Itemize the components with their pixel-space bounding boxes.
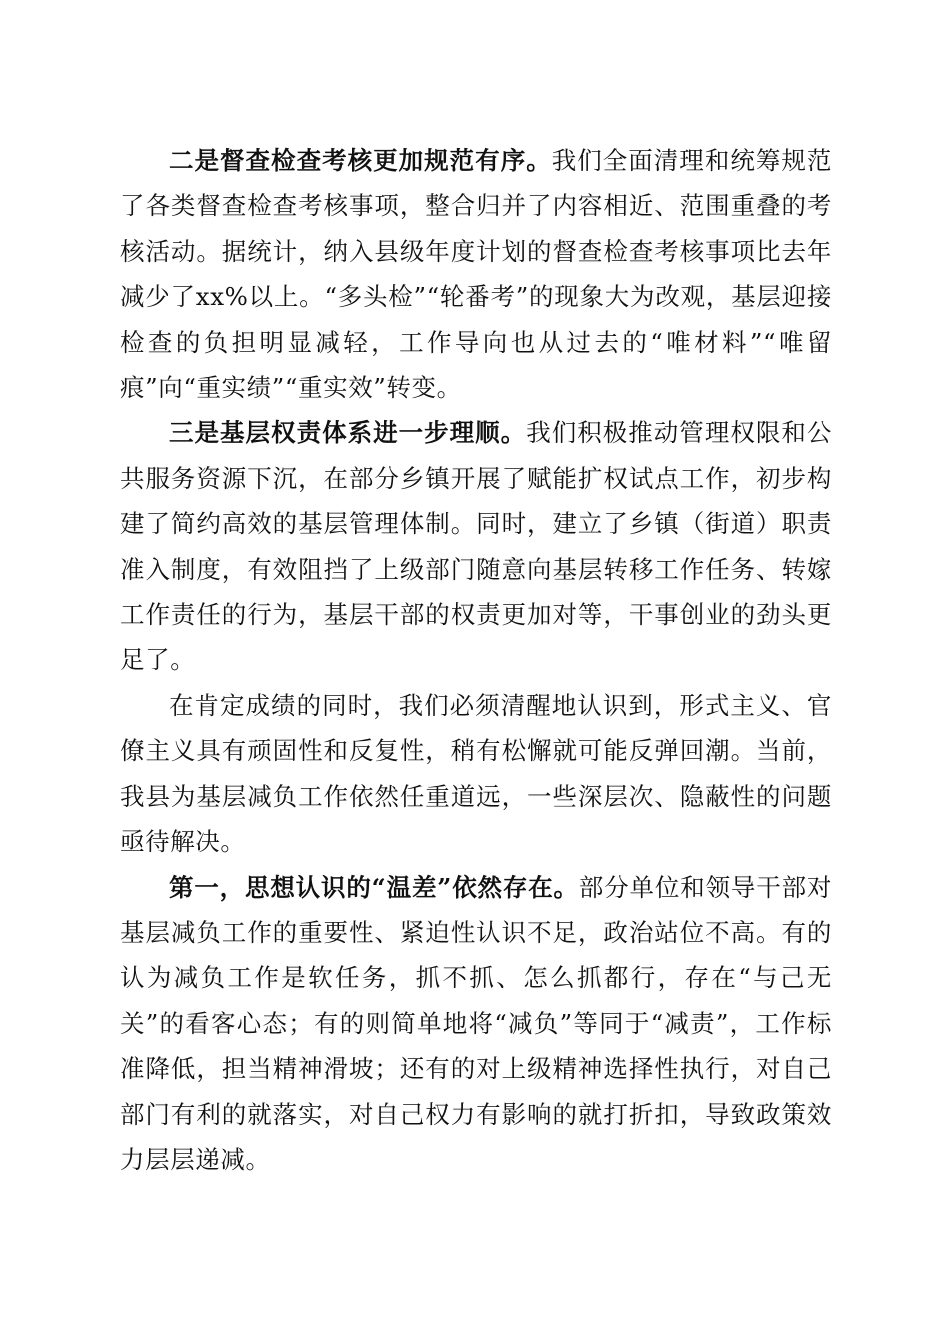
paragraph-body: 部分单位和领导干部对基层减负工作的重要性、紧迫性认识不足，政治站位不高。有的认为减负工作是软任务，抓不抓、怎么抓都行，存在“与己无关”的看客心态；有的则简单地将“减负”等同于“减责”，工作标准降低，担当精神滑坡；还有的对上级精神选择性执行，对自己部门有利的就落实，对自己权力有影响的就打折扣，导致政策效力层层递减。 — [120, 872, 833, 1174]
paragraph-supervision — [120, 138, 832, 410]
paragraph-first-problem — [120, 865, 832, 1183]
paragraph-heading: 第一，思想认识的“温差”依然存在。 — [169, 872, 579, 902]
paragraph-body: 在肯定成绩的同时，我们必须清醒地认识到，形式主义、官僚主义具有顽固性和反复性，稍有松懈就可能反弹回潮。当前，我县为基层减负工作依然任重道远，一些深层次、隐蔽性的问题亟待解决。 — [120, 690, 832, 857]
body-text — [120, 138, 832, 1182]
paragraph-body: 我们全面清理和统筹规范了各类督查检查考核事项，整合归并了内容相近、范围重叠的考核活动。据统计，纳入县级年度计划的督查检查考核事项比去年减少了xx%以上。“多头检”“轮番考”的现象大为改观，基层迎接检查的负担明显减轻，工作导向也从过去的“唯材料”“唯留痕”向“重实绩”“重实效”转变。 — [120, 146, 832, 403]
paragraph-authority — [120, 410, 832, 682]
paragraph-heading: 三是基层权责体系进一步理顺。 — [169, 418, 527, 448]
paragraph-transition — [120, 683, 832, 865]
paragraph-heading: 二是督查检查考核更加规范有序。 — [169, 146, 552, 175]
paragraph-body: 我们积极推动管理权限和公共服务资源下沉，在部分乡镇开展了赋能扩权试点工作，初步构建了简约高效的基层管理体制。同时，建立了乡镇（街道）职责准入制度，有效阻挡了上级部门随意向基层转移工作任务、转嫁工作责任的行为，基层干部的权责更加对等，干事创业的劲头更足了。 — [120, 418, 832, 675]
